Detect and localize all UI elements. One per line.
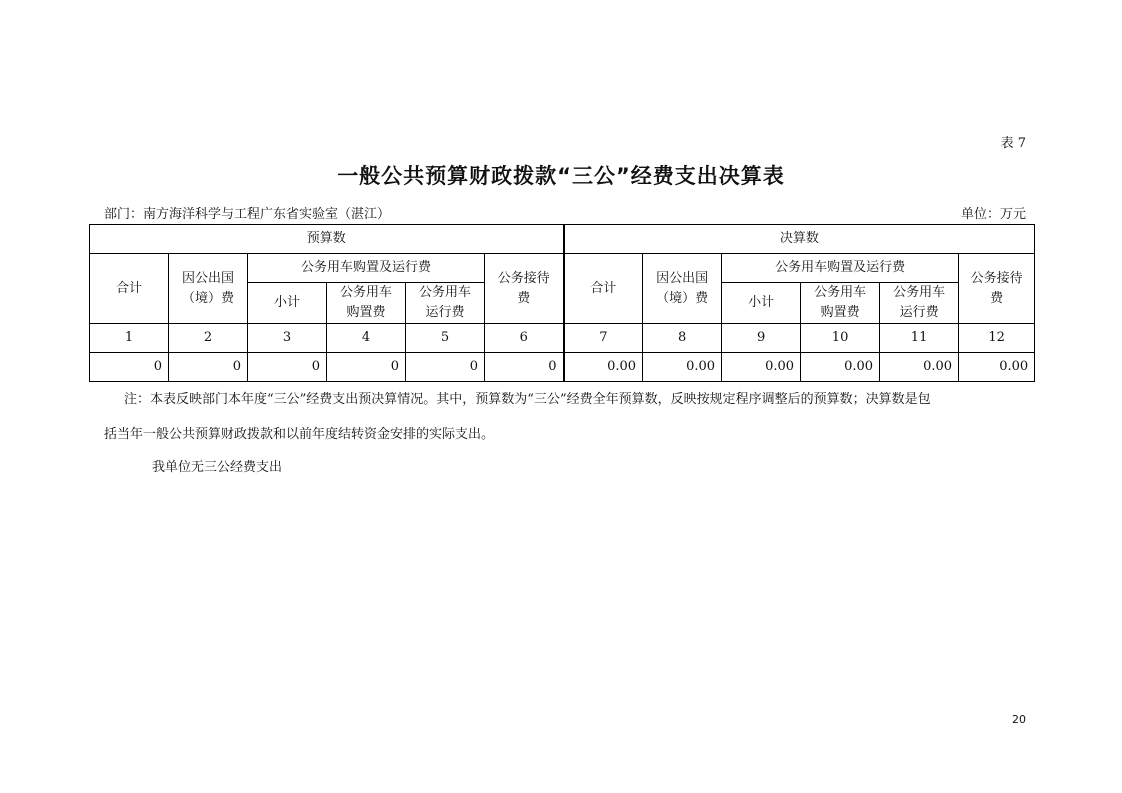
value-cell: 0 <box>485 353 564 382</box>
budget-abroad-header: 因公出国 （境）费 <box>169 254 248 324</box>
value-cell: 0 <box>327 353 406 382</box>
page-number: 20 <box>1012 713 1026 726</box>
document-title: 一般公共预算财政拨款“三公”经费支出决算表 <box>337 164 785 188</box>
value-cell: 0 <box>169 353 248 382</box>
budget-car-buy-header: 公务用车 购置费 <box>327 283 406 324</box>
final-header: 决算数 <box>564 225 1035 254</box>
value-cell: 0 <box>406 353 485 382</box>
col-number: 6 <box>485 324 564 353</box>
value-cell: 0 <box>248 353 327 382</box>
col-number: 4 <box>327 324 406 353</box>
final-total-header: 合计 <box>564 254 643 324</box>
budget-car-run-header: 公务用车 运行费 <box>406 283 485 324</box>
col-number: 9 <box>722 324 801 353</box>
final-abroad-header: 因公出国 （境）费 <box>643 254 722 324</box>
col-number: 8 <box>643 324 722 353</box>
note-line-2: 括当年一般公共预算财政拨款和以前年度结转资金安排的实际支出。 <box>104 427 495 442</box>
final-car-buy-header: 公务用车 购置费 <box>801 283 880 324</box>
value-row <box>90 353 1035 382</box>
note-line-1: 注：本表反映部门本年度“三公”经费支出预决算情况。其中，预算数为“三公”经费全年预算数，反映按规定程序调整后的预算数；决算数是包 <box>124 392 931 407</box>
three-public-expense-table <box>89 224 1035 382</box>
unit-label: 单位：万元 <box>960 207 1026 222</box>
budget-reception-header: 公务接待 费 <box>485 254 564 324</box>
col-number: 1 <box>90 324 169 353</box>
value-cell: 0.00 <box>643 353 722 382</box>
final-car-run-header: 公务用车 运行费 <box>880 283 959 324</box>
note-no-expense: 我单位无三公经费支出 <box>152 460 283 475</box>
header-row-categories <box>90 254 1035 283</box>
col-number: 7 <box>564 324 643 353</box>
value-cell: 0.00 <box>722 353 801 382</box>
column-number-row <box>90 324 1035 353</box>
col-number: 2 <box>169 324 248 353</box>
col-number: 10 <box>801 324 880 353</box>
col-number: 5 <box>406 324 485 353</box>
final-car-header: 公务用车购置及运行费 <box>722 254 959 283</box>
value-cell: 0.00 <box>880 353 959 382</box>
value-cell: 0.00 <box>801 353 880 382</box>
table-number: 表 7 <box>1000 136 1026 151</box>
col-number: 11 <box>880 324 959 353</box>
value-cell: 0 <box>90 353 169 382</box>
col-number: 3 <box>248 324 327 353</box>
department-label: 部门：南方海洋科学与工程广东省实验室（湛江） <box>104 207 391 222</box>
budget-total-header: 合计 <box>90 254 169 324</box>
value-cell: 0.00 <box>564 353 643 382</box>
header-row-group <box>90 225 1035 254</box>
budget-subtotal-header: 小计 <box>248 283 327 324</box>
budget-car-header: 公务用车购置及运行费 <box>248 254 485 283</box>
budget-header: 预算数 <box>90 225 564 254</box>
col-number: 12 <box>959 324 1035 353</box>
final-reception-header: 公务接待 费 <box>959 254 1035 324</box>
value-cell: 0.00 <box>959 353 1035 382</box>
final-subtotal-header: 小计 <box>722 283 801 324</box>
